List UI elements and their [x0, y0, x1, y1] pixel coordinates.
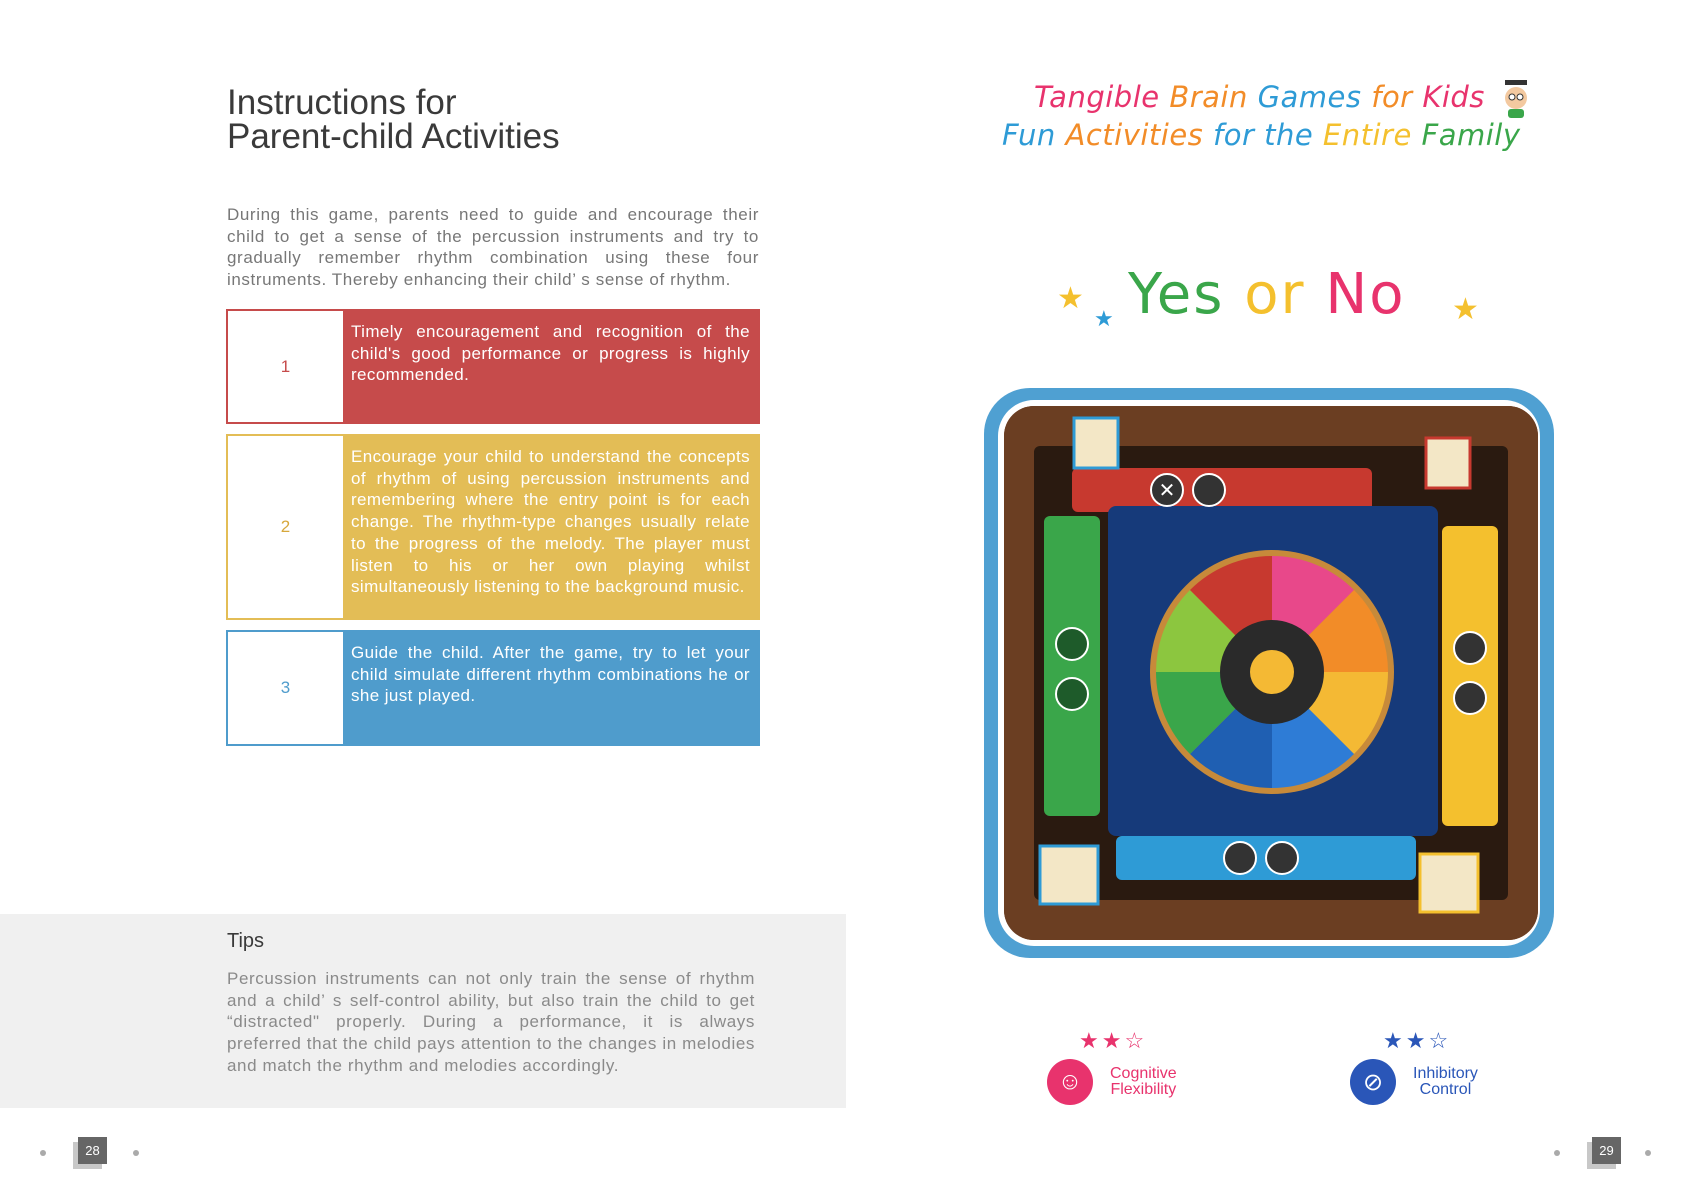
title-line-2: Parent-child Activities	[227, 117, 560, 156]
head-icon: ☺	[1047, 1059, 1093, 1105]
brand-word: Entire	[1322, 118, 1412, 152]
cognitive-flexibility-label	[1110, 1066, 1177, 1098]
game-board-svg	[1004, 406, 1538, 940]
star-icon: ★	[1452, 293, 1479, 326]
page-title	[227, 83, 560, 156]
skill-label-line: Control	[1419, 1081, 1472, 1098]
step-text: Encourage your child to understand the concepts of rhythm of using percussion instruments and remembering where the entry point is for each change. The rhythm-type changes usually relate to the progress of the melody. The player must listen to his or her own playing whilst simultaneously listening to the background music.	[343, 436, 758, 618]
star-icon: ★	[1094, 306, 1114, 331]
title-line-1: Instructions for	[227, 83, 457, 122]
brand-word: Kids	[1422, 80, 1485, 114]
inhibitory-control-rating	[1383, 1028, 1451, 1054]
intro-paragraph: During this game, parents need to guide and encourage their child to get a sense of the percussion instruments and try to gradually remember rhythm combination using these four instruments. Thereby enhancing their child’ s sense of rhythm.	[227, 205, 759, 290]
brand-word: for	[1213, 118, 1255, 152]
brand-word: Activities	[1065, 118, 1204, 152]
title-word: No	[1325, 262, 1406, 327]
title-word: Yes	[1128, 262, 1225, 327]
brand-word: Fun	[1002, 118, 1056, 152]
step-1	[226, 309, 760, 424]
tips-title: Tips	[227, 930, 265, 952]
brand-word: Tangible	[1034, 80, 1160, 114]
rating-empty-star: ☆	[1124, 1028, 1148, 1053]
game-title	[1128, 262, 1405, 327]
tips-body: Percussion instruments can not only train the sense of rhythm and a child’ s self-control ability, but also train the child to get “distracted" properly. During a performance, it is always preferred that the child pays attention to the changes in melodies and match the rhythm and melodies accordingly.	[227, 969, 755, 1075]
brand-line-1	[1034, 80, 1485, 114]
step-2	[226, 434, 760, 620]
rating-filled-stars: ★★	[1079, 1028, 1125, 1053]
skill-label-line: Cognitive	[1110, 1065, 1177, 1082]
link-icon: ⊘	[1350, 1059, 1396, 1105]
brand-line-2	[1002, 118, 1521, 152]
cognitive-flexibility-rating	[1079, 1028, 1147, 1054]
skill-label-line: Inhibitory	[1413, 1065, 1478, 1082]
board-cross-icon: ✕	[1158, 478, 1176, 502]
brand-word: Games	[1257, 80, 1362, 114]
page-number-right: 29	[1592, 1137, 1621, 1164]
brand-word: Brain	[1169, 80, 1248, 114]
brand-word: the	[1264, 118, 1314, 152]
step-number: 2	[228, 436, 343, 618]
pager-dot	[1645, 1150, 1651, 1156]
title-word: or	[1244, 262, 1306, 327]
pager-dot	[133, 1150, 139, 1156]
step-text: Guide the child. After the game, try to let your child simulate different rhythm combinations he or she just played.	[343, 632, 758, 744]
rating-empty-star: ☆	[1428, 1028, 1452, 1053]
step-3	[226, 630, 760, 746]
step-number: 3	[228, 632, 343, 744]
brand-word: for	[1371, 80, 1413, 114]
page-number-left: 28	[78, 1137, 107, 1164]
mascot-icon	[1497, 78, 1535, 120]
step-text: Timely encouragement and recognition of the child's good performance or progress is highly recommended.	[343, 311, 758, 422]
skill-label-line: Flexibility	[1110, 1081, 1177, 1098]
pager-dot	[40, 1150, 46, 1156]
inhibitory-control-label	[1413, 1066, 1478, 1098]
game-board-image	[1004, 406, 1538, 940]
pager-dot	[1554, 1150, 1560, 1156]
step-number: 1	[228, 311, 343, 422]
brand-word: Family	[1421, 118, 1521, 152]
star-icon: ★	[1057, 282, 1084, 315]
rating-filled-stars: ★★	[1383, 1028, 1429, 1053]
